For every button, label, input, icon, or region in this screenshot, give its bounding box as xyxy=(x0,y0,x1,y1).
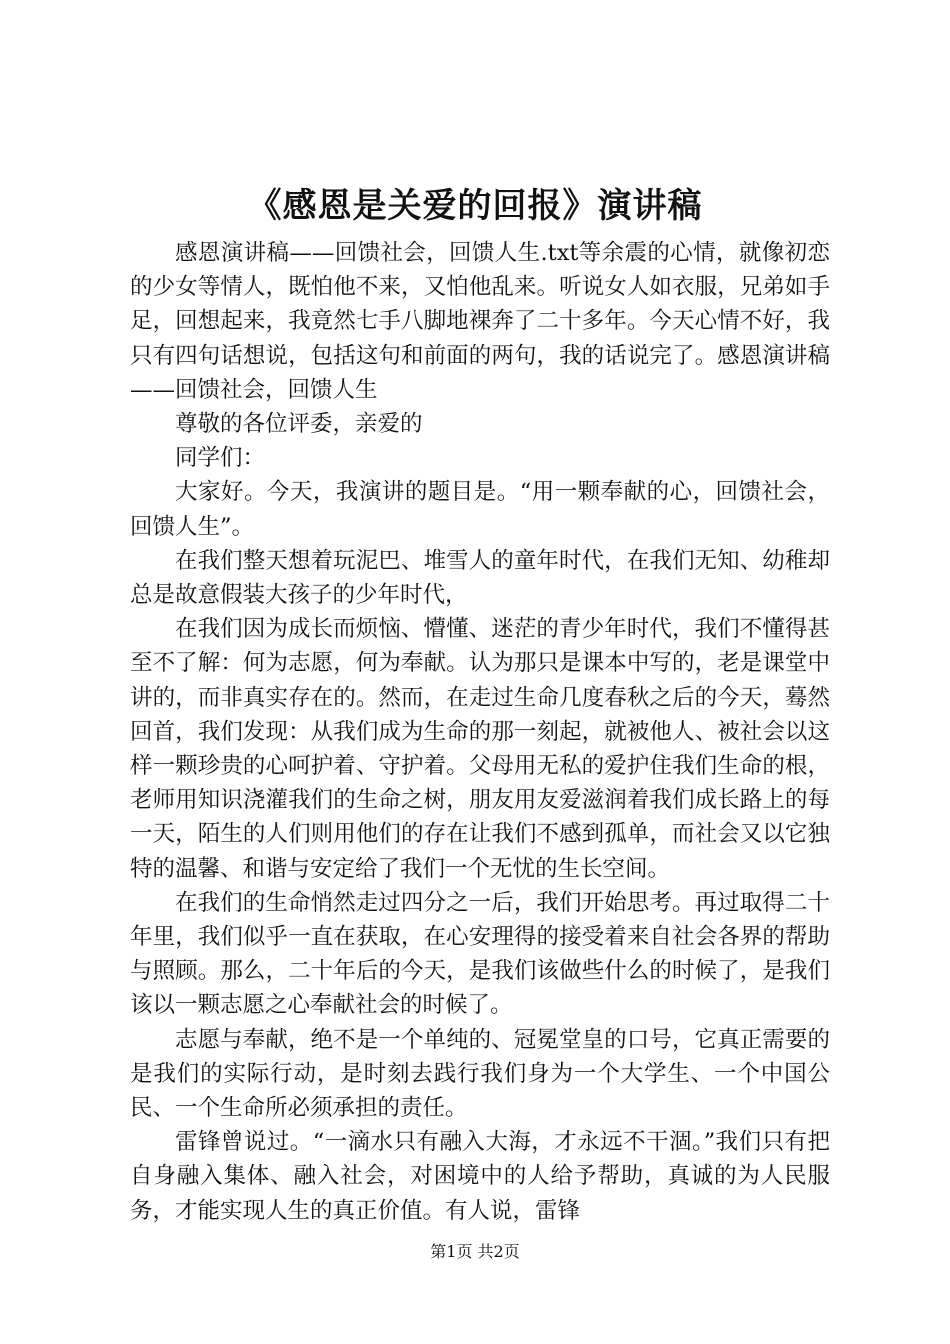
page-footer: 第1页 共2页 xyxy=(430,1242,520,1261)
paragraph: 尊敬的各位评委，亲爱的 xyxy=(175,411,423,438)
paragraph: 大家好。今天，我演讲的题目是。“用一颗奉献的心，回馈社会，回馈人生”。 xyxy=(130,479,830,540)
paragraph: 雷锋曾说过。“一滴水只有融入大海，才永远不干涸。”我们只有把自身融入集体、融入社会，对困境中的人给予帮助，真诚的为人民服务，才能实现人生的真正价值。有人说，雷锋 xyxy=(130,1129,830,1224)
paragraph: 在我们整天想着玩泥巴、堆雪人的童年时代，在我们无知、幼稚却总是故意假装大孩子的少年时代， xyxy=(130,547,830,609)
paragraph: 感恩演讲稿——回馈社会，回馈人生.txt等余震的心情，就像初恋的少女等情人，既怕他不来，又怕他乱来。听说女人如衣服，兄弟如手足，回想起来，我竟然七手八脚地裸奔了二十多年。今天心情不好，我只有四句话想说，包括这句和前面的两句，我的话说完了。感恩演讲稿——回馈社会，回馈人生 xyxy=(130,240,830,403)
paragraph: 志愿与奉献，绝不是一个单纯的、冠冕堂皇的口号，它真正需要的是我们的实际行动，是时刻去践行我们身为一个大学生、一个中国公民、一个生命所必须承担的责任。 xyxy=(130,1026,830,1122)
paragraph: 在我们因为成长而烦恼、懵懂、迷茫的青少年时代，我们不懂得甚至不了解：何为志愿，何为奉献。认为那只是课本中写的，老是课堂中讲的，而非真实存在的。然而，在走过生命几度春秋之后的今天，蓦然回首，我们发现：从我们成为生命的那一刻起，就被他人、被社会以这样一颗珍贵的心呵护着、守护着。父母用无私的爱护住我们生命的根，老师用知识浇灌我们的生命之树，朋友用友爱滋润着我们成长路上的每一天，陌生的人们则用他们的存在让我们不感到孤单，而社会又以它独特的温馨、和谐与安定给了我们一个无忧的生长空间。 xyxy=(130,616,830,882)
document-title: 《感恩是关爱的回报》演讲稿 xyxy=(247,186,703,226)
paragraph: 在我们的生命悄然走过四分之一后，我们开始思考。再过取得二十年里，我们似乎一直在获取，在心安理得的接受着来自社会各界的帮助与照顾。那么，二十年后的今天，是我们该做些什么的时候了，是我们该以一颗志愿之心奉献社会的时候了。 xyxy=(130,889,830,1019)
document-body xyxy=(130,236,830,1228)
paragraph: 同学们： xyxy=(175,445,266,472)
